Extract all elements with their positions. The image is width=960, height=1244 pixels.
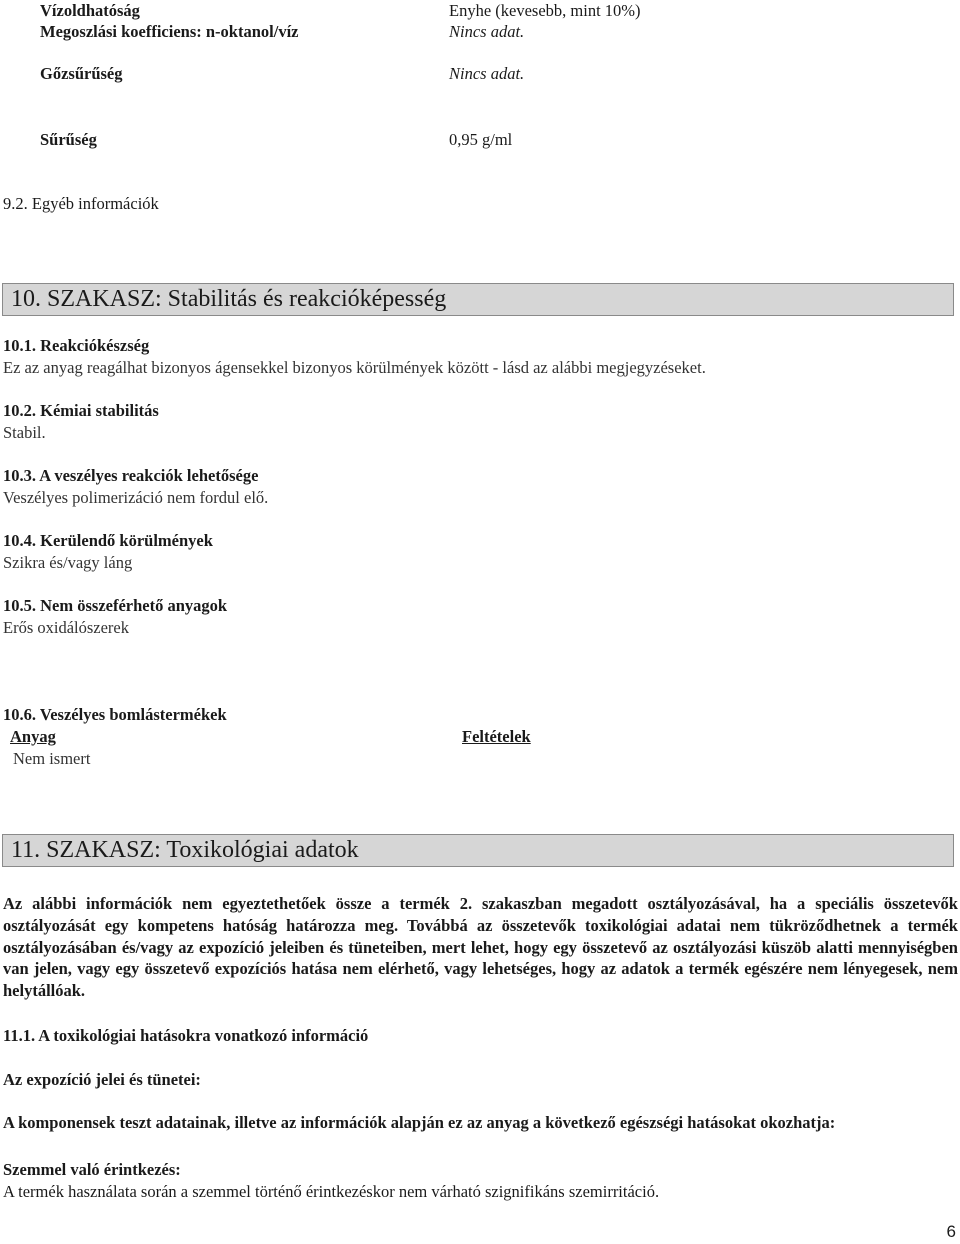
reactivity-text: Ez az anyag reagálhat bizonyos ágensekkel bizonyos körülmények között - lásd az alábbi megjegyzéseket. [3, 358, 706, 377]
section-10-header [2, 283, 954, 316]
toxicology-info-heading: 11.1. A toxikológiai hatásokra vonatkozó információ [3, 1026, 369, 1045]
decomposition-col-conditions: Feltételek [462, 727, 531, 746]
eye-contact-heading: Szemmel való érintkezés: [3, 1160, 181, 1179]
chemical-stability-text: Stabil. [3, 423, 46, 442]
section-11-title: 11. SZAKASZ: Toxikológiai adatok [11, 837, 359, 863]
health-effects-heading: A komponensek teszt adatainak, illetve az információk alapján ez az anyag a következő egészségi hatásokat okozhatja: [3, 1113, 836, 1132]
property-label-water-solubility: Vízoldhatóság [40, 1, 140, 20]
property-value-partition-coefficient: Nincs adat. [449, 22, 525, 41]
section-11-header [2, 834, 954, 867]
property-label-partition-coefficient: Megoszlási koefficiens: n-oktanol/víz [40, 22, 299, 41]
section-10-title: 10. SZAKASZ: Stabilitás és reakcióképesség [11, 286, 447, 312]
decomposition-heading: 10.6. Veszélyes bomlástermékek [3, 705, 227, 724]
hazardous-reactions-heading: 10.3. A veszélyes reakciók lehetősége [3, 466, 259, 485]
incompatible-materials-heading: 10.5. Nem összeférhető anyagok [3, 596, 228, 615]
conditions-to-avoid-heading: 10.4. Kerülendő körülmények [3, 531, 213, 550]
property-value-vapor-density: Nincs adat. [449, 64, 525, 83]
decomposition-value: Nem ismert [13, 749, 91, 768]
property-value-density: 0,95 g/ml [449, 130, 513, 149]
hazardous-reactions-text: Veszélyes polimerizáció nem fordul elő. [3, 488, 269, 507]
page-number: 6 [946, 1222, 956, 1241]
toxicology-intro-paragraph: Az alábbi információk nem egyeztethetőek össze a termék 2. szakaszban megadott osztályozásával, ha a speciális összetevők osztályozását egy kompetens hatóság határozza meg. Továbbá az összetevők toxikológiai adatai nem tükröződhetnek a termék osztályozásában és/vagy az expozíció jeleiben és tüneteiben, mert lehet, hogy egy összetevő az osztályozási küszöb alatti mennyiségben van jelen, vagy egy összetevő expozíciós hatása nem elérhető, vagy lehetséges, hogy az adatok a termék egészére nem lényegesek, nem helytállóak. [3, 894, 958, 1001]
property-value-water-solubility: Enyhe (kevesebb, mint 10%) [449, 1, 641, 20]
property-label-vapor-density: Gőzsűrűség [40, 64, 123, 83]
decomposition-col-substance: Anyag [10, 727, 56, 746]
exposure-symptoms-heading: Az expozíció jelei és tünetei: [3, 1070, 201, 1089]
other-info-heading: 9.2. Egyéb információk [3, 194, 159, 213]
property-label-density: Sűrűség [40, 130, 97, 149]
eye-contact-text: A termék használata során a szemmel történő érintkezéskor nem várható szignifikáns szemirritáció. [3, 1182, 660, 1201]
incompatible-materials-text: Erős oxidálószerek [3, 618, 129, 637]
reactivity-heading: 10.1. Reakciókészség [3, 336, 150, 355]
conditions-to-avoid-text: Szikra és/vagy láng [3, 553, 133, 572]
chemical-stability-heading: 10.2. Kémiai stabilitás [3, 401, 159, 420]
